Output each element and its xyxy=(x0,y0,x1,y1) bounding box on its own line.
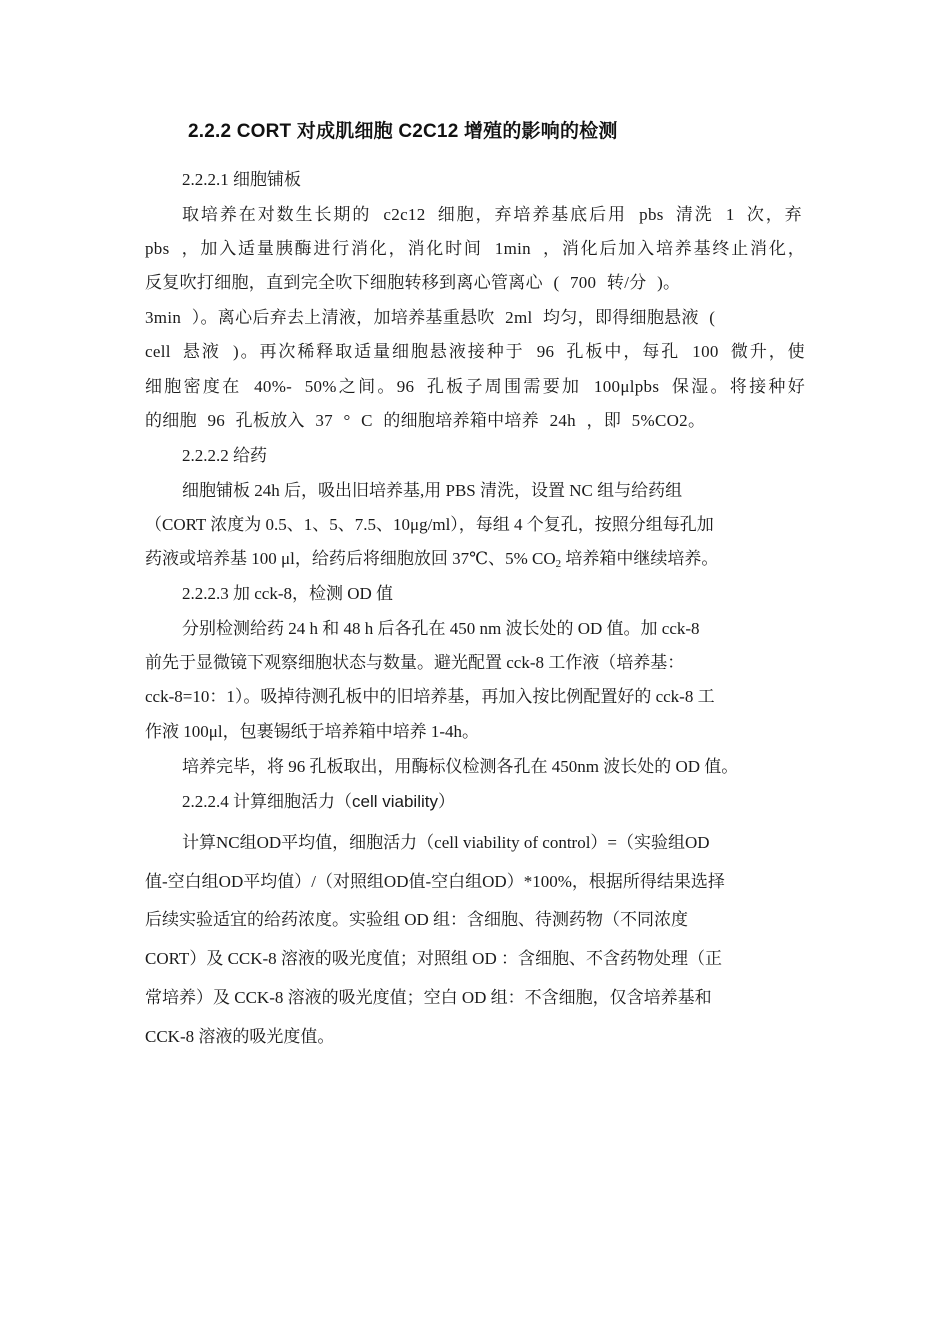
subsection-heading-2-2-2-3: 2.2.2.3 加 cck-8，检测 OD 值 xyxy=(182,584,394,603)
paragraph-line: （CORT 浓度为 0.5、1、5、7.5、10μg/ml），每组 4 个复孔，按照分组每孔加 xyxy=(145,515,714,534)
text-run: 培养箱中继续培养。 xyxy=(561,549,719,568)
section-title: 2.2.2 CORT 对成肌细胞 C2C12 增殖的影响的检测 xyxy=(188,121,618,142)
subsection-heading-2-2-2-4 xyxy=(182,791,802,813)
paragraph-line: 反复吹打细胞，直到完全吹下细胞转移到离心管离心 ( 700 转/分 )。 xyxy=(145,273,681,292)
subscript-2: 2 xyxy=(555,558,562,570)
text-run: cell viability xyxy=(352,792,438,811)
text-run: ） xyxy=(437,792,455,811)
paragraph-line: 后续实验适宜的给药浓度。实验组 OD 组：含细胞、待测药物（不同浓度 xyxy=(145,910,689,929)
subsection-heading-2-2-2-2: 2.2.2.2 给药 xyxy=(182,446,267,465)
text-run: 2.2.2.4 计算细胞活力（ xyxy=(182,792,352,811)
text-run: 药液或培养基 100 μl，给药后将细胞放回 37℃、5% CO xyxy=(145,549,556,568)
paragraph-line: 常培养）及 CCK-8 溶液的吸光度值；空白 OD 组：不含细胞，仅含培养基和 xyxy=(145,988,712,1007)
paragraph-line: cck-8=10：1）。吸掉待测孔板中的旧培养基，再加入按比例配置好的 cck-8 工 xyxy=(145,687,715,706)
paragraph-line xyxy=(145,548,805,575)
paragraph-line: CORT）及 CCK-8 溶液的吸光度值；对照组 OD ：含细胞、不含药物处理（正 xyxy=(145,949,722,968)
paragraph-line: 分别检测给药 24 h 和 48 h 后各孔在 450 nm 波长处的 OD 值。加 cck-8 xyxy=(182,619,700,638)
subsection-heading-2-2-2-1: 2.2.2.1 细胞铺板 xyxy=(182,170,301,189)
paragraph-line: 细胞铺板 24h 后，吸出旧培养基,用 PBS 清洗，设置 NC 组与给药组 xyxy=(182,481,683,500)
paragraph-line: 计算NC组OD平均值，细胞活力（cell viability of control）=（实验组OD xyxy=(182,833,710,852)
paragraph-line: 的细胞 96 孔板放入 37 ° C 的细胞培养箱中培养 24h ，即 5%CO2。 xyxy=(145,411,706,430)
paragraph-line: 值-空白组OD平均值）/（对照组OD值-空白组OD）*100%，根据所得结果选择 xyxy=(145,872,725,891)
paragraph-line: pbs ，加入适量胰酶进行消化，消化时间 1min ，消化后加入培养基终止消化， xyxy=(145,239,805,258)
paragraph-line: 3min ）。离心后弃去上清液，加培养基重悬吹 2ml 均匀，即得细胞悬液 ( xyxy=(145,308,716,327)
paragraph-line: 作液 100μl，包裹锡纸于培养箱中培养 1-4h。 xyxy=(145,722,479,741)
paragraph-line: cell 悬液 )。再次稀释取适量细胞悬液接种于 96 孔板中，每孔 100 微升，使 xyxy=(145,342,805,361)
paragraph-line: CCK-8 溶液的吸光度值。 xyxy=(145,1027,335,1046)
paragraph-line: 前先于显微镜下观察细胞状态与数量。避光配置 cck-8 工作液（培养基： xyxy=(145,653,685,672)
paragraph-line: 细胞密度在 40%- 50%之间。96 孔板子周围需要加 100μlpbs 保湿。将接种好 xyxy=(145,377,805,396)
paragraph-line: 培养完毕，将 96 孔板取出，用酶标仪检测各孔在 450nm 波长处的 OD 值。 xyxy=(182,757,739,776)
paragraph-line: 取培养在对数生长期的 c2c12 细胞，弃培养基底后用 pbs 清洗 1 次，弃 xyxy=(182,205,802,224)
